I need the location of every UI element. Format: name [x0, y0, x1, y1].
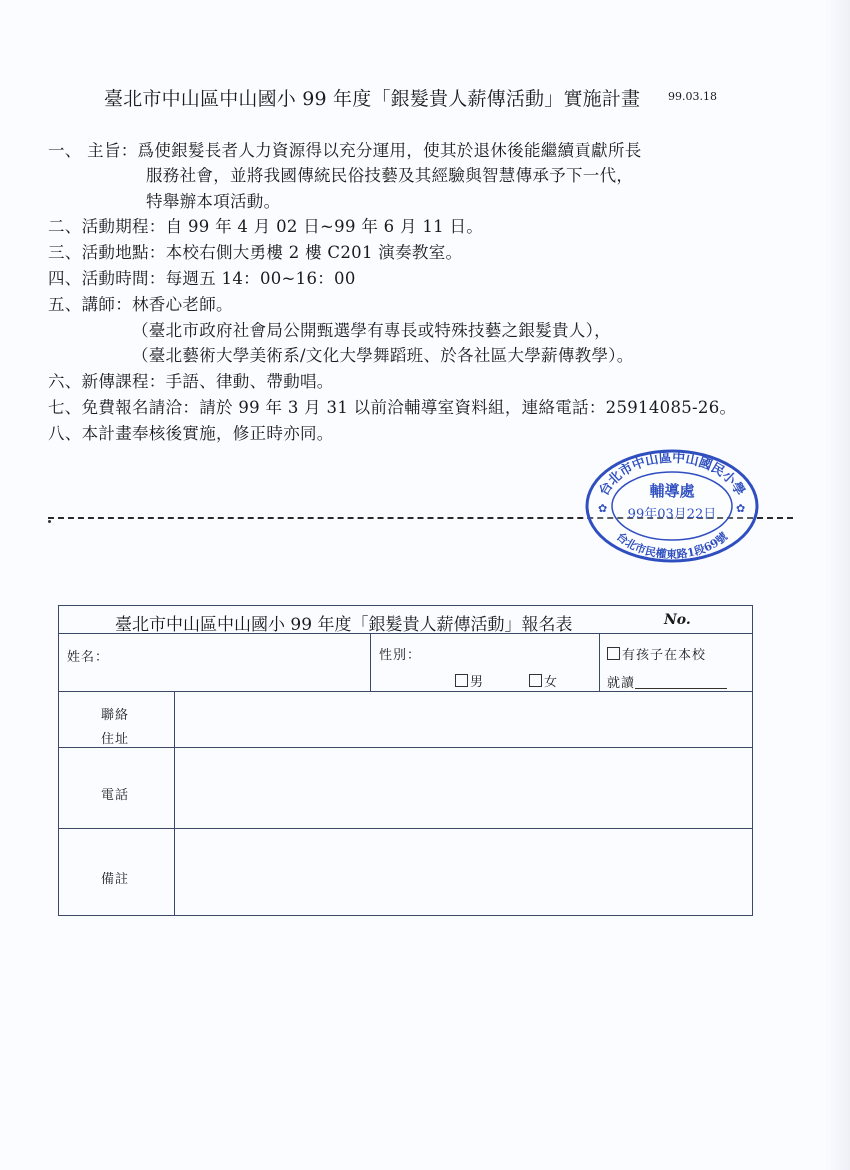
plan-line-purpose: 一、 主旨：爲使銀髮長者人力資源得以充分運用，使其於退休後能繼續貢獻所長: [48, 141, 642, 160]
name-field[interactable]: [129, 636, 365, 688]
male-label: 男: [470, 675, 485, 690]
official-stamp: [584, 448, 760, 564]
notes-label: 備註: [101, 872, 130, 887]
form-rule-4: [59, 828, 752, 829]
form-divider-labels: [174, 691, 175, 915]
female-checkbox[interactable]: [529, 674, 542, 687]
gender-female-option[interactable]: [529, 671, 558, 690]
form-divider-gender: [370, 633, 371, 691]
address-label-line1: 聯絡: [101, 708, 130, 723]
stamp-center-text: 輔導處: [649, 482, 695, 500]
gender-label: 性別：: [379, 648, 422, 663]
plan-line-location: 三、活動地點：本校右側大勇樓 2 樓 C201 演奏教室。: [48, 243, 463, 262]
stamp-bottom-text: 台北市民權東路1段69號: [613, 529, 731, 562]
gender-male-option[interactable]: [455, 671, 484, 690]
plan-line-purpose-3: 特舉辦本項活動。: [146, 192, 281, 211]
child-label: 有孩子在本校: [622, 648, 707, 663]
enrolled-label: 就讀: [607, 676, 636, 691]
enrolled-row: [607, 672, 727, 691]
name-label: 姓名：: [67, 650, 110, 665]
child-checkbox[interactable]: [607, 647, 620, 660]
form-rule-2: [59, 691, 752, 692]
form-rule-1: [59, 633, 752, 634]
plan-line-time: 四、活動時間：每週五 14：00~16：00: [48, 269, 356, 288]
plan-line-instructor-note-1: （臺北市政府社會局公開甄選學有專長或特殊技藝之銀髮貴人），: [132, 321, 611, 340]
form-title: 臺北市中山區中山國小 99 年度「銀髮貴人薪傳活動」報名表: [115, 615, 573, 635]
notes-field[interactable]: [177, 831, 749, 913]
child-option[interactable]: [607, 644, 706, 663]
female-label: 女: [544, 675, 559, 690]
stamp-top-text: 台北市中山區中山國民小學: [596, 450, 748, 499]
plan-line-courses: 六、新傳課程：手語、律動、帶動唱。: [48, 372, 334, 391]
plan-line-registration: 七、免費報名請洽：請於 99 年 3 月 31 以前洽輔導室資料組，連絡電話：25914085-26。: [48, 398, 737, 417]
male-checkbox[interactable]: [455, 674, 468, 687]
document-date: 99.03.18: [668, 90, 717, 103]
phone-field[interactable]: [177, 750, 749, 826]
address-label-line2: 住址: [101, 732, 130, 747]
document-title: 臺北市中山區中山國小 99 年度「銀髮貴人薪傳活動」實施計畫: [104, 88, 641, 110]
address-field[interactable]: [177, 694, 749, 744]
form-number-label: No.: [664, 612, 691, 628]
plan-line-purpose-2: 服務社會，並將我國傳統民俗技藝及其經驗與智慧傳承予下一代，: [146, 166, 634, 185]
plan-line-approval: 八、本計畫奉核後實施，修正時亦同。: [48, 424, 334, 443]
plan-line-instructor: 五、講師：林香心老師。: [48, 295, 233, 314]
phone-label: 電話: [101, 788, 130, 803]
stamp-date-text: 99年03月22日: [627, 507, 717, 522]
enrolled-class-field[interactable]: [635, 676, 727, 689]
form-rule-3: [59, 747, 752, 748]
page-edge-shadow: [824, 0, 850, 1170]
stamp-flower-right-icon: ✿: [736, 502, 746, 515]
stamp-flower-left-icon: ✿: [598, 502, 608, 515]
registration-form: [58, 605, 753, 916]
plan-line-instructor-note-2: （臺北藝術大學美術系/文化大學舞蹈班、於各社區大學薪傳教學）。: [132, 346, 634, 365]
form-divider-child: [599, 633, 600, 691]
cut-line-dot: [48, 520, 51, 523]
plan-line-period: 二、活動期程：自 99 年 4 月 02 日~99 年 6 月 11 日。: [48, 217, 484, 236]
